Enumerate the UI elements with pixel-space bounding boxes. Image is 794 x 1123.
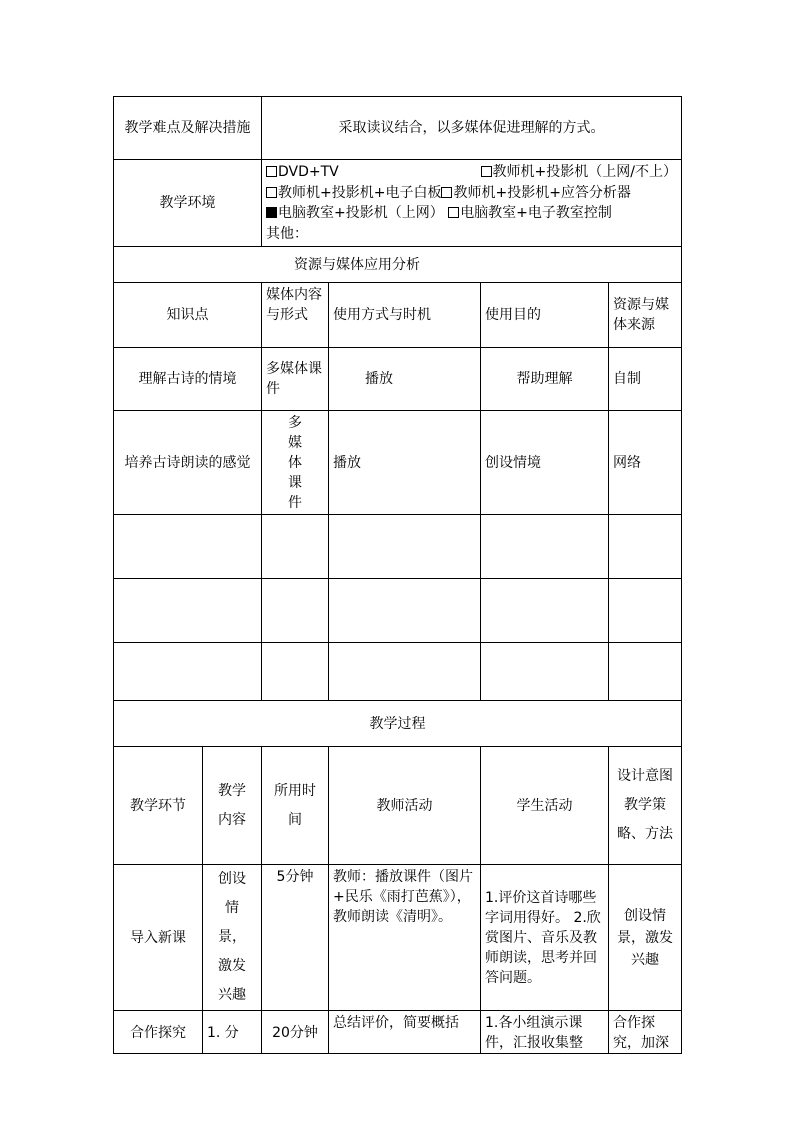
- resource-header: 使用方式与时机: [329, 283, 481, 348]
- resource-header: 使用目的: [481, 283, 609, 348]
- process-cell: 5分钟: [262, 865, 329, 1011]
- resource-cell: 培养古诗朗读的感觉: [114, 411, 262, 515]
- env-option-1: DVD+TV: [266, 162, 339, 183]
- resource-cell[interactable]: [481, 643, 609, 701]
- lesson-plan-table: [113, 96, 682, 1054]
- resource-cell[interactable]: [114, 515, 262, 579]
- resource-cell: 帮助理解: [481, 348, 609, 411]
- process-row: [114, 1011, 682, 1054]
- resource-cell[interactable]: [114, 579, 262, 643]
- process-cell: 创设情景，激发兴趣: [203, 865, 262, 1011]
- process-section-title: 教学过程: [114, 701, 682, 747]
- env-other: 其他：: [266, 225, 308, 242]
- resource-header: 知识点: [114, 283, 262, 348]
- process-cell: 20分钟: [262, 1011, 329, 1054]
- resource-cell[interactable]: [262, 579, 329, 643]
- process-cell: 总结评价，简要概括: [329, 1011, 481, 1054]
- environment-row: [114, 160, 682, 247]
- process-cell: 合作探究，加深: [609, 1011, 682, 1054]
- resource-cell[interactable]: [262, 643, 329, 701]
- checkbox-icon[interactable]: [266, 187, 277, 198]
- process-cell: 1.各小组演示课件，汇报收集整: [481, 1011, 609, 1054]
- resource-header: 媒体内容与形式: [262, 283, 329, 348]
- resource-row-empty: [114, 643, 682, 701]
- resource-row: [114, 411, 682, 515]
- checkbox-icon[interactable]: [441, 187, 452, 198]
- resource-row: [114, 348, 682, 411]
- process-header: 设计意图教学策略、方法: [609, 747, 682, 865]
- resource-cell: 网络: [609, 411, 682, 515]
- resource-header: 资源与媒体来源: [609, 283, 682, 348]
- resource-cell[interactable]: [609, 579, 682, 643]
- resource-cell: 自制: [609, 348, 682, 411]
- process-header: 教师活动: [329, 747, 481, 865]
- process-header-row: [114, 747, 682, 865]
- resource-cell[interactable]: [262, 515, 329, 579]
- resource-cell: 多媒体课件: [262, 348, 329, 411]
- env-option-6: 电脑教室+电子教室控制: [448, 205, 612, 221]
- process-header: 教学内容: [203, 747, 262, 865]
- process-title-row: [114, 701, 682, 747]
- process-header: 学生活动: [481, 747, 609, 865]
- process-cell: 1.评价这首诗哪些字词用得好。 2.欣赏图片、音乐及教师朗读，思考并回答问题。: [481, 865, 609, 1011]
- resource-cell: 多媒体课件: [262, 411, 329, 515]
- difficulty-row: [114, 97, 682, 160]
- process-cell: 1. 分: [203, 1011, 262, 1054]
- environment-options: [262, 160, 682, 247]
- resource-row-empty: [114, 515, 682, 579]
- resource-title-row: [114, 247, 682, 283]
- resource-cell[interactable]: [114, 643, 262, 701]
- checkbox-icon[interactable]: [448, 207, 459, 218]
- checked-checkbox-icon[interactable]: [266, 207, 277, 218]
- resource-cell[interactable]: [481, 515, 609, 579]
- resource-cell[interactable]: [481, 579, 609, 643]
- resource-cell: 理解古诗的情境: [114, 348, 262, 411]
- resource-cell[interactable]: [329, 643, 481, 701]
- resource-header-row: [114, 283, 682, 348]
- env-option-2: 教师机+投影机（上网/不上）: [481, 162, 677, 183]
- process-header: 教学环节: [114, 747, 203, 865]
- resource-cell: 创设情境: [481, 411, 609, 515]
- resource-row-empty: [114, 579, 682, 643]
- env-option-3: 教师机+投影机+电子白板 教师机+投影机+应答分析器: [266, 183, 631, 204]
- env-option-5: 电脑教室+投影机（上网）: [266, 205, 444, 221]
- process-cell: 合作探究: [114, 1011, 203, 1054]
- process-cell: 创设情景，激发兴趣: [609, 865, 682, 1011]
- difficulty-label: 教学难点及解决措施: [114, 97, 262, 160]
- process-row: [114, 865, 682, 1011]
- process-cell: 导入新课: [114, 865, 203, 1011]
- resource-cell[interactable]: [329, 515, 481, 579]
- resource-cell[interactable]: [609, 643, 682, 701]
- checkbox-icon[interactable]: [481, 166, 492, 177]
- environment-label: 教学环境: [114, 160, 262, 247]
- resource-cell: 播放: [329, 411, 481, 515]
- checkbox-icon[interactable]: [266, 166, 277, 177]
- process-cell: 教师：播放课件（图片+民乐《雨打芭蕉》），教师朗读《清明》。: [329, 865, 481, 1011]
- resource-cell[interactable]: [329, 579, 481, 643]
- difficulty-value: 采取读议结合，以多媒体促进理解的方式。: [262, 97, 682, 160]
- resource-section-title: 资源与媒体应用分析: [114, 247, 682, 283]
- resource-cell: 播放: [329, 348, 481, 411]
- process-header: 所用时间: [262, 747, 329, 865]
- resource-cell[interactable]: [609, 515, 682, 579]
